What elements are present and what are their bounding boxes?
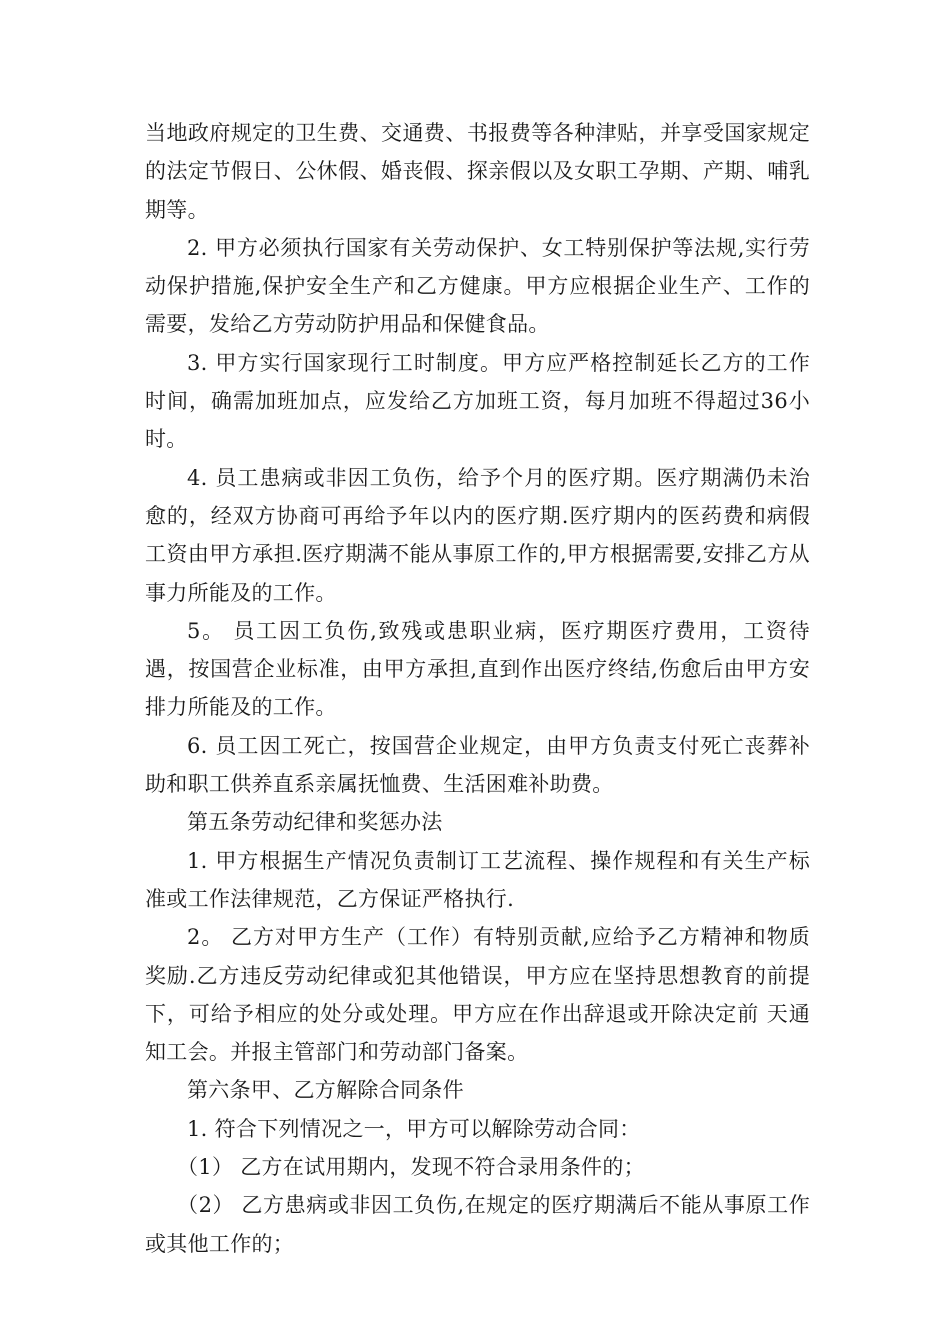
paragraph-work-death: 6. 员工因工死亡，按国营企业规定，由甲方负责支付死亡丧葬补助和职工供养直系亲属抚恤费、生活困难补助费。 <box>145 733 810 797</box>
paragraph-sick-leave: 4. 员工患病或非因工负伤，给予个月的医疗期。医疗期满仍未治愈的，经双方协商可再给予年以内的医疗期.医疗期内的医药费和病假工资由甲方承担.医疗期满不能从事原工作的,甲方根据需要,安排乙方从事力所能及的工作。 <box>145 465 810 605</box>
paragraph-allowances-continued: 当地政府规定的卫生费、交通费、书报费等各种津贴，并享受国家规定的法定节假日、公休假、婚丧假、探亲假以及女职工孕期、产期、哺乳期等。 <box>145 121 810 222</box>
paragraph-termination-conditions: 1. 符合下列情况之一，甲方可以解除劳动合同： <box>187 1116 641 1141</box>
section-heading-article-6: 第六条甲、乙方解除合同条件 <box>187 1078 464 1103</box>
list-item-probation: （1） 乙方在试用期内，发现不符合录用条件的； <box>177 1155 645 1180</box>
document-body <box>145 114 810 1263</box>
paragraph-work-injury: 5。 员工因工负伤,致残或患职业病，医疗期医疗费用，工资待遇，按国营企业标准，由甲方承担,直到作出医疗终结,伤愈后由甲方安排力所能及的工作。 <box>145 618 810 720</box>
paragraph-working-hours: 3. 甲方实行国家现行工时制度。甲方应严格控制延长乙方的工作时间，确需加班加点，应发给乙方加班工资，每月加班不得超过36小时。 <box>145 350 810 452</box>
paragraph-labor-protection: 2. 甲方必须执行国家有关劳动保护、女工特别保护等法规,实行劳动保护措施,保护安全生产和乙方健康。甲方应根据企业生产、工作的需要，发给乙方劳动防护用品和保健食品。 <box>145 235 810 337</box>
list-item-illness: （2） 乙方患病或非因工负伤,在规定的医疗期满后不能从事原工作或其他工作的； <box>145 1193 810 1256</box>
paragraph-procedures: 1. 甲方根据生产情况负责制订工艺流程、操作规程和有关生产标准或工作法律规范，乙方保证严格执行. <box>145 848 810 911</box>
paragraph-rewards-penalties: 2。 乙方对甲方生产（工作）有特别贡献,应给予乙方精神和物质奖励.乙方违反劳动纪律或犯其他错误，甲方应在坚持思想教育的前提下，可给予相应的处分或处理。甲方应在作出辞退或开除决定前 天通知工会。并报主管部门和劳动部门备案。 <box>145 925 810 1065</box>
section-heading-article-5: 第五条劳动纪律和奖惩办法 <box>187 810 443 835</box>
